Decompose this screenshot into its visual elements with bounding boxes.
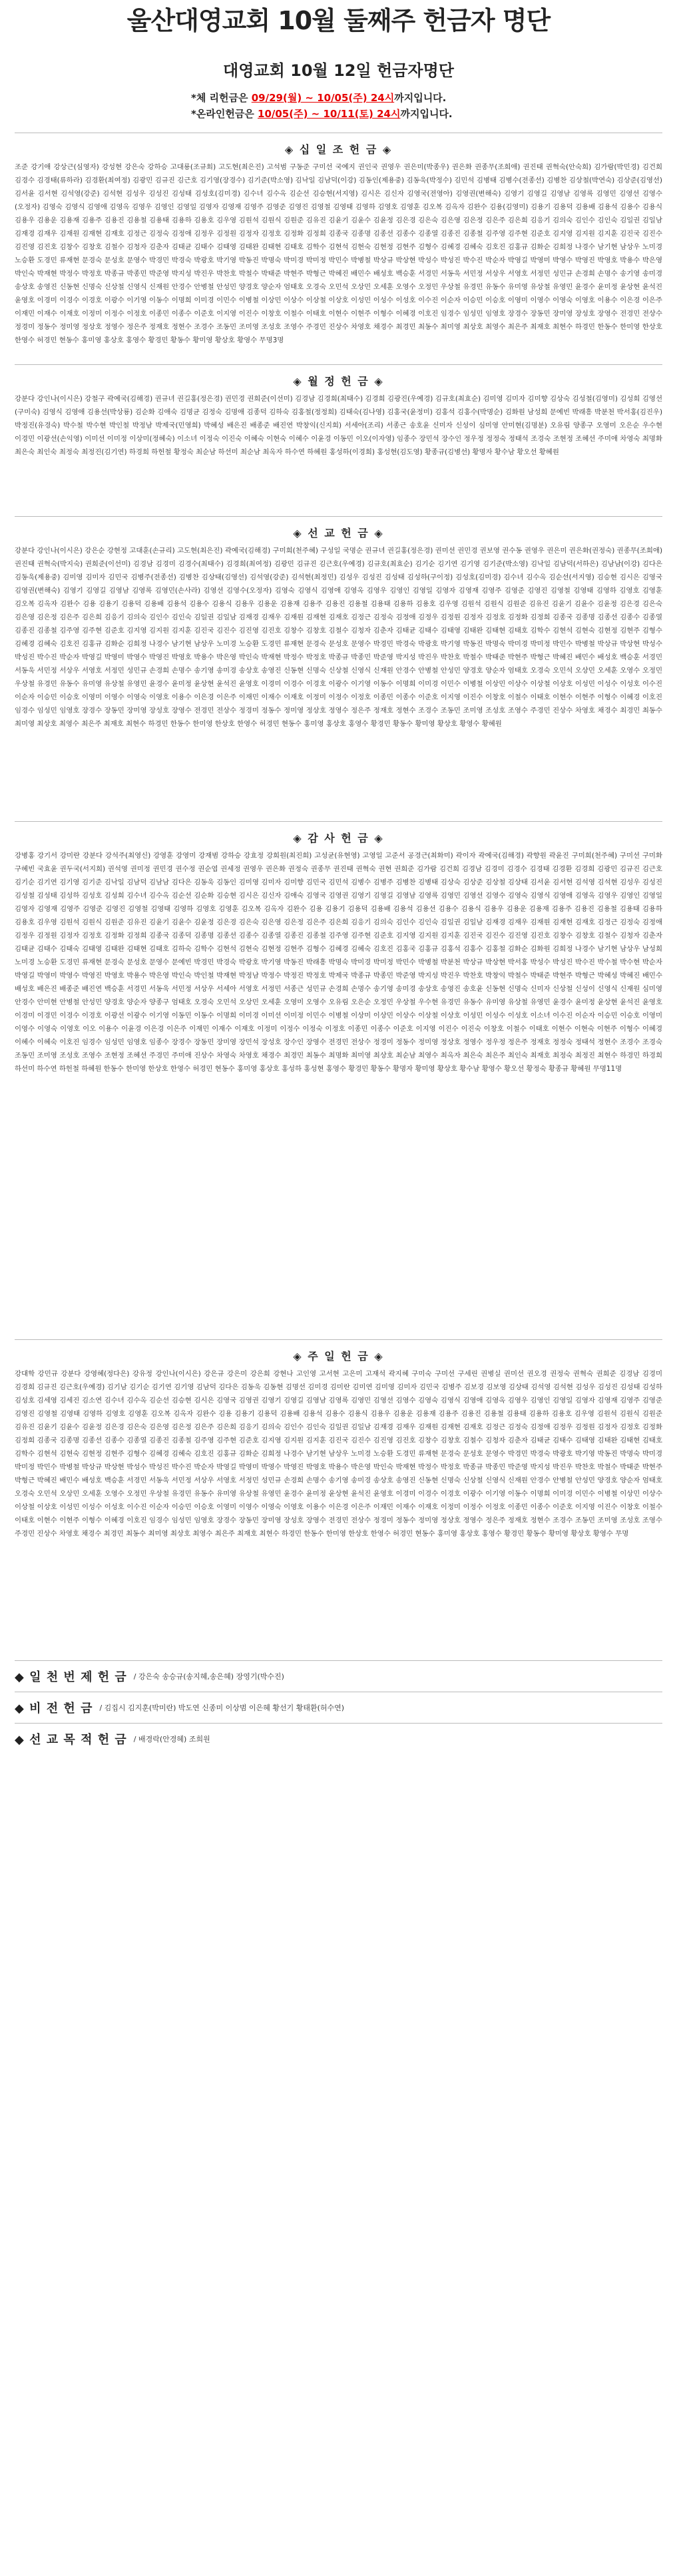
- footer-content: / 강은숙 송승규(송지혜,송은혜) 장영기(박수진): [133, 1672, 284, 1681]
- section-names-thanks: 강병홍 강기서 강미란 강분다 강석주(최영신) 강영훈 강영미 강재범 강하승 강효정 강희원(최진희) 고성균(유현영) 고영일 고준서 공경근(최화미) 곽이자 곽예국(김해경) 곽향원 곽윤진 구미희(천주혜) 구미선 구미화 구혜빈 국효윤 권두국(서지희) 권석영 권미정 권민경 권수정 권순엽 권세정 권영우 권은화 권정숙 권종무 권진태 권혁숙 권현 권희준 김가람 김건희 김경남 김경미 김경수 김경태 김경환 김경희 김광민 김규진 김근호 김기순 김기연 김기영 김기준 김낙일 김남덕 김남남 김다은 김동욱 김동인 김미영 김미자 김미향 김민국 김민석 김병수 김병주 김병찬 김병태 김상숙 김상준 김상철 김상태 김서윤 김서현 김석영 김석현 김성우 김성진 김성철 김성태 김성하 김성호 김성희 김수녀 김수옥 김순선 김순화 김승현 김시은 김신자 김애숙 김영국 김영권 김영기 김영길 김영남 김영록 김영민 김영선 김영수 김영숙 김영식 김영애 김영옥 김영우 김영인 김영일 김영자 김영재 김영주 김영준 김영진 김영철 김영태 김영하 김영호 김영훈 김오복 김옥자 김완수 김용 김용기 김용덕 김용배 김용석 김용선 김용수 김용식 김용우 김용운 김용재 김용주 김용진 김용철 김용태 김용하 김용호 김우영 김원석 김원식 김원준 김유진 김윤기 김윤수 김윤정 김은경 김은숙 김은영 김은정 김은주 김은희 김응기 김의숙 김인수 김인숙 김일권 김일남 김재경 김재우 김재원 김재현 김재호 김정근 김정숙 김정애 김정우 김정원 김정자 김정호 김정화 김정희 김종국 김종덕 김종명 김종선 김종수 김종열 김종진 김종철 김주영 김주현 김준호 김지영 김지원 김지훈 김진국 김진수 김진영 김진호 김창수 김창호 김철수 김청자 김춘자 김태균 김태수 김태숙 김태영 김태완 김태현 김태호 김하숙 김학수 김현석 김현숙 김현정 김현주 김형수 김혜경 김혜숙 김호진 김홍국 김홍규 김홍석 김홍수 김홍철 김화순 김화원 김희정 나경수 남기현 남상우 남성희 노미경 노승환 도경민 류재현 문경숙 문성호 문영수 문예빈 박경민 박경숙 박광호 박기영 박동진 박래흥 박명숙 박미경 박미정 박민수 박병철 박분천 박상규 박상현 박서홍 박성수 박성진 박수진 박수철 박수현 박순자 박영길 박영미 박영수 박영진 박영호 박용수 박은영 박인숙 박인철 박재현 박정남 박정수 박정진 박정호 박제국 박종규 박종민 박준영 박지성 박진우 박찬호 박창익 박철수 박태준 박현주 박형근 박혜성 박혜진 배민수 배성호 배은진 배종준 배진연 백승훈 서경민 서동욱 서민정 서상우 서세아 서영호 서정민 서종근 성민규 손경희 손명수 송기영 송미경 송상호 송영진 송호윤 신동현 신명숙 신미자 신상철 신성이 신영식 신재원 심미영 안경수 안미현 안병철 안성민 양경호 양순자 양종구 엄태호 오경숙 오민석 오상민 오세훈 오영미 오영수 오유림 오은순 오정민 우상철 우수현 유경민 유동수 유미영 유상철 유영민 윤경수 윤미정 윤상현 윤석진 윤영호 이경미 이경민 이경수 이경호 이광선 이광수 이기영 이동민 이동수 이명희 이미경 이미선 이미정 이민수 이병철 이상미 이상민 이상수 이상철 이상호 이성민 이성수 이성호 이소녀 이수진 이순자 이승민 이승호 이영미 이영수 이영숙 이영호 이오 이용수 이윤경 이은경 이은주 이재민 이재수 이재호 이정미 이정수 이정숙 이정호 이종민 이종수 이준호 이지영 이진수 이진숙 이창호 이철수 이태호 이현수 이현숙 이현주 이형수 이혜경 이혜수 이혜숙 이호진 임경수 임성민 임영호 임종수 장경수 장동민 장미영 장민석 장성호 장수인 장영수 전경민 전상수 정경미 정동수 정미영 정상호 정영수 정우정 정은주 정재호 정정숙 정태석 정현수 조경수 조경숙 조동민 조미영 조성호 조영수 조현정 조혜선 주경민 주미애 진상수 차영숙 차영호 채경수 최경민 최동수 최명화 최미영 최상호 최순남 최영수 최옥자 최은숙 최은주 최인숙 최재호 최정숙 최정진 최현수 하경민 하경희 하선미 하수연 하헌철 하혜원 한동수 한미영 한상호 한영수 허경민 현동수 홍미영 홍상호 홍성하 홍성현 홍영수 황경민 황동수 황명자 황미영 황상호 황수남 황영수 황오선 황정숙 황종규 황혜원 무명11명: [15, 852, 662, 1073]
- page: [0, 4, 677, 2576]
- notice-line-online: [191, 106, 662, 122]
- page-subtitle: 대영교회 10월 12일 헌금자명단: [223, 61, 454, 80]
- footer-row-mission-purpose: [15, 1723, 662, 1754]
- special-offerings: [15, 1660, 662, 1754]
- section-title-tithe: ◈ 십 일 조 헌 금 ◈: [284, 143, 393, 156]
- notice-suffix: 까지입니다.: [400, 108, 453, 120]
- divider: [15, 1339, 662, 1340]
- notice-suffix: 까지입니다.: [394, 92, 447, 104]
- page-title: 울산대영교회 10월 둘째주 헌금자 명단: [126, 6, 551, 35]
- section-title-thanks: ◈ 감 사 헌 금 ◈: [293, 832, 384, 844]
- section-names-mission: 강분다 강인나(이시은) 강은순 강현정 고대훈(손규리) 고도현(최은진) 곽예국(김해경) 구미희(천주혜) 구성일 국명순 권규녀 권길홍(정은경) 권미선 권민경 권보영 권수동 권영우 권은미 권은화(권정숙) 권종무(조희애) 권진태 권혁숙(박지숙) 권희준(이선미) 김경남 김경미 김경수(최태수) 김경희(최여정) 김광민 김규진 김근호(우예경) 김규호(최효순) 김기순 김기연 김기영 김기준(박소영) 김낙일 김남덕(서하은) 김남남(이강) 김다은 김동욱(제용중) 김미영 김미자 김민국 김병주(전종선) 김병찬 김상태(김영선) 김석영(강준) 김석현(최정민) 김성우 김성진 김성태 김성하(구이정) 김성호(김미경) 김수녀 김수옥 김순선(서지영) 김승현 김시은 김영국 김영권(변해숙) 김영기 김영길 김영남 김영록 김영민(손사라) 김영선 김영수(오정자) 김영숙 김영식 김영애 김영옥 김영우 김영인 김영일 김영자 김영재 김영주 김영준 김영진 김영철 김영태 김영하 김영호 김영훈 김오복 김옥자 김완수 김용 김용기 김용덕 김용배 김용석 김용수 김용식 김용우 김용운 김용재 김용주 김용진 김용철 김용태 김용하 김용호 김우영 김원석 김원식 김원준 김유진 김윤기 김윤수 김윤정 김은경 김은숙 김은영 김은정 김은주 김은희 김응기 김의숙 김인수 김인숙 김일권 김일남 김재경 김재우 김재원 김재현 김재호 김정근 김정숙 김정애 김정우 김정원 김정자 김정호 김정화 김정희 김종국 김종명 김종선 김종수 김종열 김종진 김종철 김주영 김주현 김준호 김지영 김지원 김지훈 김진국 김진수 김진영 김진호 김창수 김창호 김철수 김청자 김춘자 김태균 김태수 김태영 김태완 김태현 김태호 김학수 김현석 김현숙 김현정 김현주 김형수 김혜경 김혜숙 김호진 김홍규 김화순 김희정 나경수 남기현 남상우 노미경 노승환 도경민 류재현 문경숙 문성호 문영수 박경민 박경숙 박광호 박기영 박동진 박명숙 박미경 박미정 박민수 박병철 박상규 박상현 박성수 박성진 박수진 박순자 박영길 박영미 박영수 박영진 박영호 박용수 박은영 박인숙 박재현 박정수 박정호 박종규 박종민 박준영 박지성 박진우 박찬호 박철수 박태준 박현주 박형근 박혜진 배민수 배성호 백승훈 서경민 서동욱 서민정 서상우 서영호 서정민 성민규 손경희 손명수 송기영 송미경 송상호 송영진 신동현 신명숙 신상철 신영식 신재원 안경수 안병철 안성민 양경호 양순자 엄태호 오경숙 오민석 오상민 오세훈 오영수 오정민 우상철 유경민 유동수 유미영 유상철 유영민 윤경수 윤미정 윤상현 윤석진 윤영호 이경미 이경수 이경호 이광수 이기영 이동수 이명희 이미경 이민수 이병철 이상민 이상수 이상철 이상호 이성민 이성수 이성호 이수진 이순자 이승민 이승호 이영미 이영수 이영숙 이영호 이용수 이은경 이은주 이재민 이재수 이재호 이정미 이정수 이정호 이종민 이종수 이준호 이지영 이진수 이창호 이철수 이태호 이현수 이현주 이형수 이혜경 이호진 임경수 임성민 임영호 장경수 장동민 장미영 장성호 장영수 전경민 전상수 정경미 정동수 정미영 정상호 정영수 정은주 정재호 정현수 조경수 조동민 조미영 조성호 조영수 주경민 진상수 차영호 채경수 최경민 최동수 최미영 최상호 최영수 최은주 최재호 최현수 하경민 한동수 한미영 한상호 한영수 허경민 현동수 홍미영 홍상호 홍영수 황경민 황동수 황미영 황상호 황영수 황혜원: [15, 547, 662, 728]
- notice-line-cherry: [191, 90, 662, 106]
- divider: [15, 364, 662, 365]
- section-title-sunday: ◈ 주 일 헌 금 ◈: [293, 1350, 384, 1363]
- notice-block: [191, 90, 662, 122]
- divider: [15, 821, 662, 822]
- footer-row-vision: [15, 1692, 662, 1723]
- notice-period-link[interactable]: 10/05(주) ~ 10/11(토) 24시: [258, 108, 401, 120]
- footer-label: ◆ 선 교 목 적 헌 금: [15, 1733, 127, 1747]
- section-title-mission: ◈ 선 교 헌 금 ◈: [293, 527, 384, 539]
- footer-content: / 김집시 김지훈(박미란) 박도연 신종미 이상범 이은혜 황선기 황태환(허수연): [99, 1704, 345, 1712]
- footer-content: / 배경락(안경혜) 조희원: [133, 1735, 210, 1744]
- section-names-tithe: 조준 강기애 강상근(심영자) 강성현 강은숙 강하승 고대룡(조규회) 고도현(최은진) 고석범 구동준 구미선 국예지 권인국 권영우 권은미(박종우) 권은화 권종무(조희애) 권진태 권혁숙(안숙희) 김가람(박민경) 김건희 김경수 김경태(류하라) 김경환(최여정) 김광민 김규진 김근호 김기영(장경수) 김기준(박소영) 김낙일 김남덕(이강) 김동인(제용중) 김동욱(박정수) 김민석 김병태 김병수(전종선) 김병찬 김상철(박연숙) 김상준(김영선) 김서윤 김서현 김석영(강준) 김석현 김성우 김성진 김성태 김성호(김미경) 김수녀 김수옥 김순선 김승현(서지영) 김시은 김신자 김영국(전영아) 김영권(변해숙) 김영기 김영길 김영남 김영록 김영민 김영선 김영수(오정자) 김영숙 김영식 김영애 김영옥 김영우 김영인 김영일 김영자 김영재 김영주 김영준 김영진 김영철 김영태 김영하 김영호 김영훈 김오복 김옥자 김완수 김용(김영미) 김용기 김용덕 김용배 김용석 김용수 김용식 김용우 김용운 김용재 김용주 김용진 김용철 김용태 김용하 김용호 김우영 김원석 김원식 김원준 김유진 김윤기 김윤수 김윤정 김은경 김은숙 김은영 김은정 김은주 김은희 김응기 김의숙 김인수 김인숙 김일권 김일남 김재경 김재우 김재원 김재현 김재호 김정근 김정숙 김정애 김정우 김정원 김정자 김정호 김정화 김정희 김종국 김종명 김종선 김종수 김종열 김종진 김종철 김주영 김주현 김준호 김지영 김지원 김지훈 김진국 김진수 김진영 김진호 김창수 김창호 김철수 김청자 김춘자 김태균 김태수 김태영 김태완 김태현 김태호 김학수 김현석 김현숙 김현정 김현주 김형수 김혜경 김혜숙 김호진 김홍규 김화순 김희정 나경수 남기현 남상우 노미경 노승환 도경민 류재현 문경숙 문성호 문영수 박경민 박경숙 박광호 박기영 박동진 박명숙 박미경 박미정 박민수 박병철 박상규 박상현 박성수 박성진 박수진 박순자 박영길 박영미 박영수 박영진 박영호 박용수 박은영 박인숙 박재현 박정수 박정호 박종규 박종민 박준영 박지성 박진우 박찬호 박철수 박태준 박현주 박형근 박혜진 배민수 배성호 백승훈 서경민 서동욱 서민정 서상우 서영호 서정민 성민규 손경희 손명수 송기영 송미경 송상호 송영진 신동현 신명숙 신상철 신영식 신재원 안경수 안병철 안성민 양경호 양순자 엄태호 오경숙 오민석 오상민 오세훈 오영수 오정민 우상철 유경민 유동수 유미영 유상철 유영민 윤경수 윤미정 윤상현 윤석진 윤영호 이경미 이경수 이경호 이광수 이기영 이동수 이명희 이미경 이민수 이병철 이상민 이상수 이상철 이상호 이성민 이성수 이성호 이수진 이순자 이승민 이승호 이영미 이영수 이영숙 이영호 이용수 이은경 이은주 이재민 이재수 이재호 이정미 이정수 이정호 이종민 이종수 이준호 이지영 이진수 이창호 이철수 이태호 이현수 이현주 이형수 이혜경 이호진 임경수 임성민 임영호 장경수 장동민 장미영 장성호 장영수 전경민 전상수 정경미 정동수 정미영 정상호 정영수 정은주 정재호 정현수 조경수 조동민 조미영 조성호 조영수 주경민 진상수 차영호 채경수 최경민 최동수 최미영 최상호 최영수 최은주 최재호 최현수 하경민 한동수 한미영 한상호 한영수 허경민 현동수 홍미영 홍상호 홍영수 황경민 황동수 황미영 황상호 황영수 무명3명: [15, 163, 662, 344]
- notice-prefix: *온라인헌금은: [191, 108, 258, 120]
- section-title-monthly: ◈ 월 정 헌 금 ◈: [293, 375, 384, 388]
- section-names-monthly: 강분다 강인나(이시은) 강철구 곽예국(김해경) 권규녀 권길홍(정은경) 권민경 권희준(이선미) 김경남 김경희(최태수) 김경희 김광진(우예경) 김규호(최효순) 김미영 김미자 김미향 김상숙 김성철(김영미) 김성희 김영선(구미숙) 김영식 김영애 김용선(박상룡) 김순화 김애숙 김명균 김정숙 김명애 김종덕 김하숙 김홍철(정정희) 김태숙(김나영) 김홍국(윤정미) 김홍석 김홍수(박명순) 김화원 남성희 문예빈 박래흥 박분천 박서홍(김진우) 박정진(유경숙) 박수철 박수현 박인철 박정남 박제국(민영희) 박혜성 배은진 배종준 배진연 박창익(신지희) 서세아(조리) 서종근 송호윤 신미자 신성이 심미영 안미현(김명분) 오유림 양종구 오영미 오은순 우수현 이경민 이광선(손익영) 이미선 이미정 이상미(정혜숙) 이소녀 이정숙 이진숙 이혜숙 이현숙 이혜수 이윤경 이동민 이오(이자영) 임종수 장민석 장수인 정우정 정정숙 정태석 조경숙 조현정 조혜선 주미애 차영숙 최명화 최은숙 최인숙 최정숙 최정진(김기연) 하경희 하헌철 황정숙 최순남 하선미 최순남 최옥자 하수연 하혜원 홍성하(이경희) 홍성현(김도영) 황종규(김병선) 황명자 황수남 황오선 황혜원: [15, 395, 662, 456]
- footer-label: ◆ 비 전 헌 금: [15, 1702, 93, 1716]
- footer-label: ◆ 일 천 번 제 헌 금: [15, 1670, 127, 1684]
- notice-prefix: *체 리헌금은: [191, 92, 252, 104]
- section-names-sunday: 강대학 강민규 강분다 강영혜(정다은) 강유정 강인나(이시은) 강은규 강은미 강은희 강현나 고인영 고서현 고은미 고재석 곽지혜 구미숙 구미선 구세린 권병실 권미선 권오경 권정숙 권혁숙 권희준 김경남 김경미 김경희 김규진 김근호(우예경) 김기남 김기순 김기연 김기영 김남덕 김다은 김동욱 김동현 김명선 김미경 김미란 김미연 김미영 김미자 김민국 김병주 김보경 김보영 김상태 김석영 김석현 김성우 김성진 김성태 김성하 김성호 김세영 김세진 김소연 김수녀 김수옥 김순선 김승현 김시은 김영국 김영권 김영기 김영길 김영남 김영록 김영민 김영선 김영수 김영숙 김영식 김영애 김영옥 김영우 김영인 김영일 김영자 김영재 김영주 김영준 김영진 김영철 김영태 김영하 김영호 김영훈 김오복 김옥자 김완수 김용 김용기 김용덕 김용배 김용석 김용수 김용식 김용우 김용운 김용재 김용주 김용진 김용철 김용태 김용하 김용호 김우영 김원석 김원식 김원준 김유진 김윤기 김윤수 김윤정 김은경 김은숙 김은영 김은정 김은주 김은희 김응기 김의숙 김인수 김인숙 김일권 김일남 김재경 김재우 김재원 김재현 김재호 김정근 김정숙 김정애 김정우 김정원 김정자 김정호 김정화 김정희 김종국 김종명 김종선 김종수 김종열 김종진 김종철 김주영 김주현 김준호 김지영 김지원 김지훈 김진국 김진수 김진영 김진호 김창수 김창호 김철수 김청자 김춘자 김태균 김태수 김태영 김태완 김태현 김태호 김학수 김현석 김현숙 김현정 김현주 김형수 김혜경 김혜숙 김호진 김홍규 김화순 김희정 나경수 남기현 남상우 노미경 노승환 도경민 류재현 문경숙 문성호 문영수 박경민 박경숙 박광호 박기영 박동진 박명숙 박미경 박미정 박민수 박병철 박상규 박상현 박성수 박성진 박수진 박순자 박영길 박영미 박영수 박영진 박영호 박용수 박은영 박인숙 박재현 박정수 박정호 박종규 박종민 박준영 박지성 박진우 박찬호 박철수 박태준 박현주 박형근 박혜진 배민수 배성호 백승훈 서경민 서동욱 서민정 서상우 서영호 서정민 성민규 손경희 손명수 송기영 송미경 송상호 송영진 신동현 신명숙 신상철 신영식 신재원 안경수 안병철 안성민 양경호 양순자 엄태호 오경숙 오민석 오상민 오세훈 오영수 오정민 우상철 유경민 유동수 유미영 유상철 유영민 윤경수 윤미정 윤상현 윤석진 윤영호 이경미 이경수 이경호 이광수 이기영 이동수 이명희 이미경 이민수 이병철 이상민 이상수 이상철 이상호 이성민 이성수 이성호 이수진 이순자 이승민 이승호 이영미 이영수 이영숙 이영호 이용수 이은경 이은주 이재민 이재수 이재호 이정미 이정수 이정호 이종민 이종수 이준호 이지영 이진수 이창호 이철수 이태호 이현수 이현주 이형수 이혜경 이호진 임경수 임성민 임영호 장경수 장동민 장미영 장성호 장영수 전경민 전상수 정경미 정동수 정미영 정상호 정영수 정은주 정재호 정현수 조경수 조동민 조미영 조성호 조영수 주경민 진상수 차영호 채경수 최경민 최동수 최미영 최상호 최영수 최은주 최재호 최현수 하경민 한동수 한미영 한상호 한영수 허경민 현동수 홍미영 홍상호 홍영수 황경민 황동수 황미영 황상호 황영수 무명: [15, 1370, 662, 1538]
- footer-row-thousand: [15, 1660, 662, 1692]
- divider: [15, 516, 662, 517]
- notice-period-link[interactable]: 09/29(월) ~ 10/05(주) 24시: [251, 92, 395, 104]
